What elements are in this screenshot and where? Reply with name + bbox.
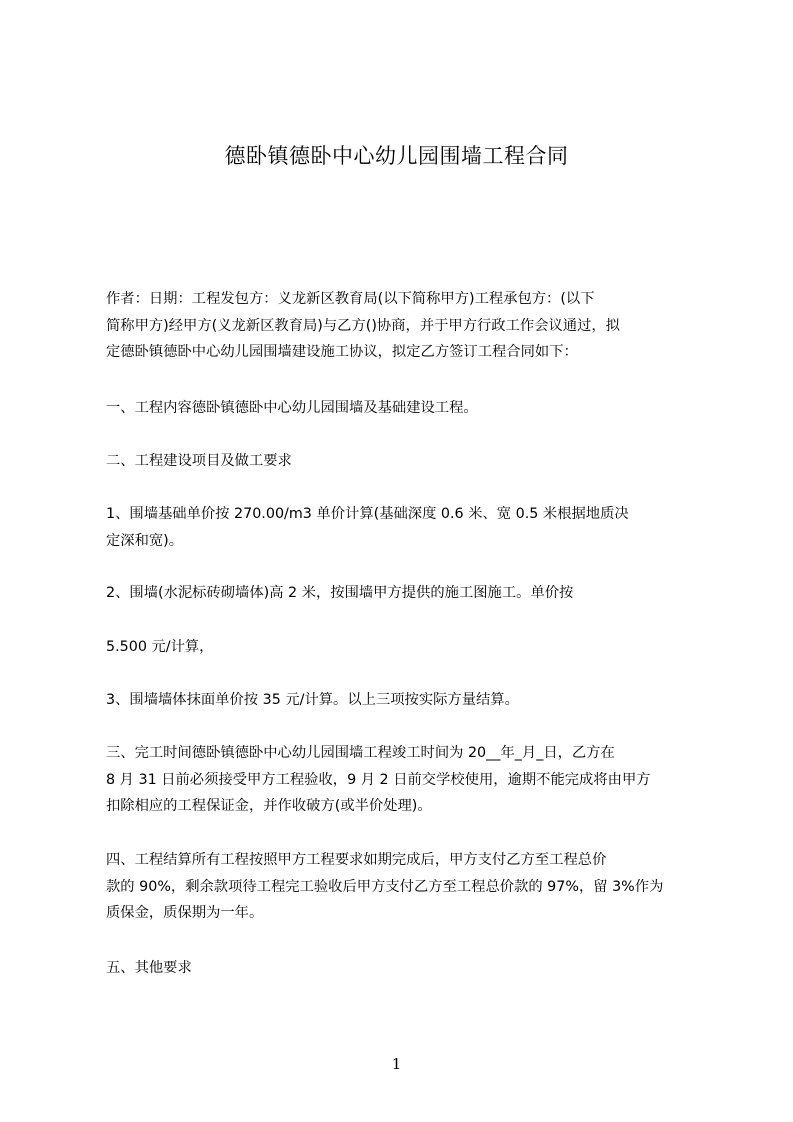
section-3-line-3: 扣除相应的工程保证金，并作收破方(或半价处理)。: [106, 798, 432, 814]
section-4-paragraph: [106, 847, 702, 927]
section-5-heading: [106, 955, 702, 982]
section-5-text: 五、其他要求: [106, 960, 192, 976]
item-2-text: 2、围墙(水泥标砖砌墙体)高 2 米，按围墙甲方提供的施工图施工。单价按: [106, 585, 574, 601]
item-2-paragraph: [106, 580, 702, 607]
item-3-text: 3、围墙墙体抹面单价按 35 元/计算。以上三项按实际方量结算。: [106, 692, 519, 708]
intro-line-1: 作者：日期：工程发包方：义龙新区教育局(以下简称甲方)工程承包方：(以下: [106, 291, 595, 307]
section-4-line-1: 四、工程结算所有工程按照甲方工程要求如期完成后，甲方支付乙方至工程总价: [106, 852, 607, 868]
intro-line-3: 定德卧镇德卧中心幼儿园围墙建设施工协议，拟定乙方签订工程合同如下：: [106, 344, 578, 360]
section-3-line-1: 三、完工时间德卧镇德卧中心幼儿园围墙工程竣工时间为 20__年_月_日，乙方在: [106, 745, 615, 761]
section-4-line-3: 质保金，质保期为一年。: [106, 905, 264, 921]
section-2-heading: [106, 448, 702, 475]
section-2-text: 二、工程建设项目及做工要求: [106, 453, 292, 469]
page-number: 1: [391, 1055, 402, 1073]
intro-paragraph: [106, 286, 702, 366]
item-1-line-2: 定深和宽)。: [106, 532, 184, 549]
section-3-paragraph: [106, 740, 702, 820]
item-2-price-text: 5.500 元/计算，: [106, 639, 214, 655]
item-3-paragraph: [106, 687, 702, 714]
section-4-line-2: 款的 90%，剩余款项待工程完工验收后甲方支付乙方至工程总价款的 97%，留 3%作为: [106, 878, 664, 895]
section-1-paragraph: [106, 395, 702, 422]
item-1-line-1: 1、围墙基础单价按 270.00/m3 单价计算(基础深度 0.6 米、宽 0.5 米根据地质决: [106, 506, 629, 522]
item-2-price-paragraph: [106, 634, 702, 661]
intro-line-2: 简称甲方)经甲方(义龙新区教育局)与乙方()协商，并于甲方行政工作会议通过，拟: [106, 317, 620, 334]
document-title: 德卧镇德卧中心幼儿园围墙工程合同: [224, 144, 569, 168]
section-1-text: 一、工程内容德卧镇德卧中心幼儿园围墙及基础建设工程。: [106, 400, 478, 416]
item-1-paragraph: [106, 501, 702, 554]
section-3-line-2: 8 月 31 日前必须接受甲方工程验收，9 月 2 日前交学校使用，逾期不能完成将由甲方: [106, 771, 651, 788]
